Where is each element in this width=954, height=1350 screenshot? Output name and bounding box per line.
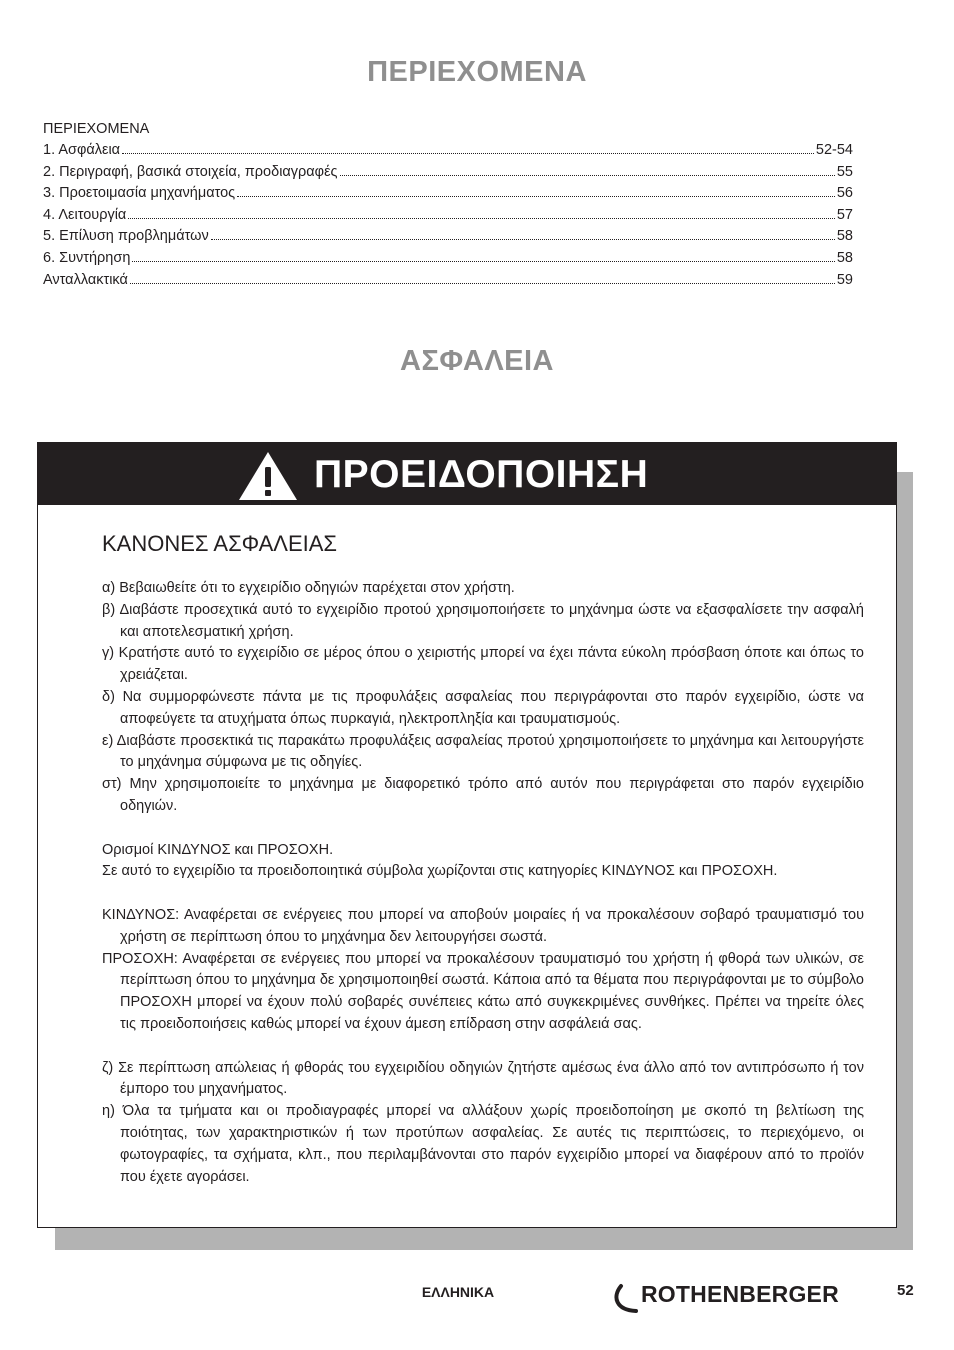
toc-row[interactable] bbox=[43, 205, 853, 227]
toc-leader-dots bbox=[237, 195, 835, 197]
caution-definition: ΠΡΟΣΟΧΗ: Αναφέρεται σε ενέργειες που μπορεί να προκαλέσουν τραυματισμό του χρήστη ή φθορά των υλικών, σε περίπτωση όπου το μηχάνημα δε χρησιμοποιηθεί σωστά. Κάποια από τα θέματα που περιγράφονται με το σύμβολο ΠΡΟΣΟΧΗ μπορεί να έχουν πολύ σοβαρές συνέπειες κάτω από συγκεκριμένες συνθήκες. Πρέπει να τηρείτε όλες τις προειδοποιήσεις καθώς μπορεί να έχουν άμεση επίδραση στην ασφάλειά σας. bbox=[102, 950, 864, 1032]
toc-entry-label: 3. Προετοιμασία μηχανήματος bbox=[43, 185, 236, 202]
toc-leader-dots bbox=[132, 260, 834, 262]
brand-swoosh-icon bbox=[612, 1283, 642, 1315]
toc-leader-dots bbox=[211, 238, 835, 240]
rule-paragraph: η) Όλα τα τμήματα και οι προδιαγραφές μπορεί να αλλάξουν χωρίς προειδοποίηση με σκοπό τη βελτίωση της ποιότητας, των χαρακτηριστικών ή των προτύπων ασφαλείας. Σε αυτές τις περιπτώσεις, το περιεχόμενο, οι φωτογραφίες, τα σχήματα, κλπ., που περιλαμβάνονται στο παρόν εγχειρίδιο μπορεί να διαφέρουν από το προϊόν που έχετε αγοράσει. bbox=[102, 1103, 864, 1185]
toc-entry-page: 55 bbox=[836, 163, 853, 180]
toc-leader-dots bbox=[128, 217, 835, 219]
toc-row[interactable] bbox=[43, 140, 853, 162]
paragraph-gap bbox=[102, 1036, 864, 1058]
rule-paragraph: β) Διαβάστε προσεχτικά αυτό το εγχειρίδιο προτού χρησιμοποιήσετε το μηχάνημα ώστε να εξασφαλίσετε την ασφαλή και αποτελεσματική χρήση. bbox=[102, 601, 864, 640]
toc-entry-page: 58 bbox=[836, 228, 853, 245]
page-number: 52 bbox=[897, 1282, 914, 1299]
paragraph-gap bbox=[102, 818, 864, 840]
toc-row[interactable] bbox=[43, 270, 853, 292]
toc-entry-page: 56 bbox=[836, 185, 853, 202]
rule-paragraph: ε) Διαβάστε προσεκτικά τις παρακάτω προφυλάξεις ασφαλείας προτού χρησιμοποιήσετε το μηχάνημα και λειτουργήστε το μηχάνημα σύμφωνα με τις οδηγίες. bbox=[102, 732, 864, 771]
brand-logo bbox=[612, 1279, 857, 1319]
toc-row[interactable] bbox=[43, 226, 853, 248]
danger-definition: ΚΙΝΔΥΝΟΣ: Αναφέρεται σε ενέργειες που μπορεί να αποβούν μοιραίες ή να προκαλέσουν σοβαρό τραυματισμό του χρήστη σε περίπτωση όπου το μηχάνημα δεν λειτουργήσει σωστά. bbox=[102, 906, 864, 945]
contents-heading: ΠΕΡΙΕΧΟΜΕΝΑ bbox=[367, 56, 587, 88]
rule-paragraph: δ) Να συμμορφώνεστε πάντα με τις προφυλάξεις ασφαλείας που περιγράφονται στο παρόν εγχειρίδιο, ώστε να αποφεύγετε τα ατυχήματα όπως πυρκαγιά, ηλεκτροπληξία και τραυματισμούς. bbox=[102, 688, 864, 727]
toc-row[interactable] bbox=[43, 248, 853, 270]
toc-leader-dots bbox=[340, 174, 835, 176]
toc-leader-dots bbox=[122, 152, 814, 154]
toc-row[interactable] bbox=[43, 183, 853, 205]
toc-caption: ΠΕΡΙΕΧΟΜΕΝΑ bbox=[43, 121, 150, 137]
rule-paragraph: α) Βεβαιωθείτε ότι το εγχειρίδιο οδηγιών παρέχεται στον χρήστη. bbox=[102, 580, 515, 596]
safety-heading: ΑΣΦΑΛΕΙΑ bbox=[400, 345, 554, 377]
toc-entry-page: 52-54 bbox=[815, 142, 853, 158]
toc-entry-label: Ανταλλακτικά bbox=[43, 271, 128, 288]
toc-entry-label: 6. Συντήρηση bbox=[43, 249, 131, 266]
toc-entry-page: 57 bbox=[836, 206, 853, 223]
paragraph-gap bbox=[102, 883, 864, 905]
table-of-contents bbox=[43, 118, 853, 291]
footer-language: ΕΛΛΗΝΙΚΑ bbox=[421, 1284, 495, 1300]
definitions-paragraph: Σε αυτό το εγχειρίδιο τα προειδοποιητικά σύμβολα χωρίζονται στις κατηγορίες ΚΙΝΔΥΝΟΣ και ΠΡΟΣΟΧΗ. bbox=[102, 863, 778, 880]
toc-entry-page: 58 bbox=[836, 249, 853, 266]
rule-paragraph: στ) Μην χρησιμοποιείτε το μηχάνημα με διαφορετικό τρόπο από αυτόν που περιγράφεται στο παρόν εγχειρίδιο οδηγιών. bbox=[102, 776, 864, 814]
warning-triangle-icon bbox=[237, 450, 299, 502]
brand-name: ROTHENBERGER bbox=[641, 1281, 839, 1307]
safety-rules-title: ΚΑΝΟΝΕΣ ΑΣΦΑΛΕΙΑΣ bbox=[102, 531, 338, 556]
safety-rules-body bbox=[102, 578, 864, 1188]
rule-paragraph: ζ) Σε περίπτωση απώλειας ή φθοράς του εγχειριδίου οδηγιών ζητήστε αμέσως ένα άλλο από τον αντιπρόσωπο ή τον έμπορο του μηχανήματος. bbox=[102, 1059, 864, 1098]
toc-row[interactable] bbox=[43, 162, 853, 184]
warning-title: ΠΡΟΕΙΔΟΠΟΙΗΣΗ bbox=[314, 453, 649, 496]
toc-entry-label: 1. Ασφάλεια bbox=[43, 142, 121, 158]
toc-entry-label: 5. Επίλυση προβλημάτων bbox=[43, 228, 209, 245]
warning-box bbox=[37, 442, 897, 1228]
warning-banner bbox=[38, 443, 896, 505]
rule-paragraph: γ) Κρατήστε αυτό το εγχειρίδιο σε μέρος όπου ο χειριστής μπορεί να έχει πάντα εύκολη πρόσβαση όποτε και όπως το χρειάζεται. bbox=[102, 645, 864, 684]
toc-leader-dots bbox=[130, 282, 835, 284]
toc-entry-label: 4. Λειτουργία bbox=[43, 206, 127, 223]
toc-entry-label: 2. Περιγραφή, βασικά στοιχεία, προδιαγραφές bbox=[43, 163, 338, 180]
toc-entry-page: 59 bbox=[836, 271, 853, 288]
definitions-paragraph: Ορισμοί ΚΙΝΔΥΝΟΣ και ΠΡΟΣΟΧΗ. bbox=[102, 841, 334, 858]
